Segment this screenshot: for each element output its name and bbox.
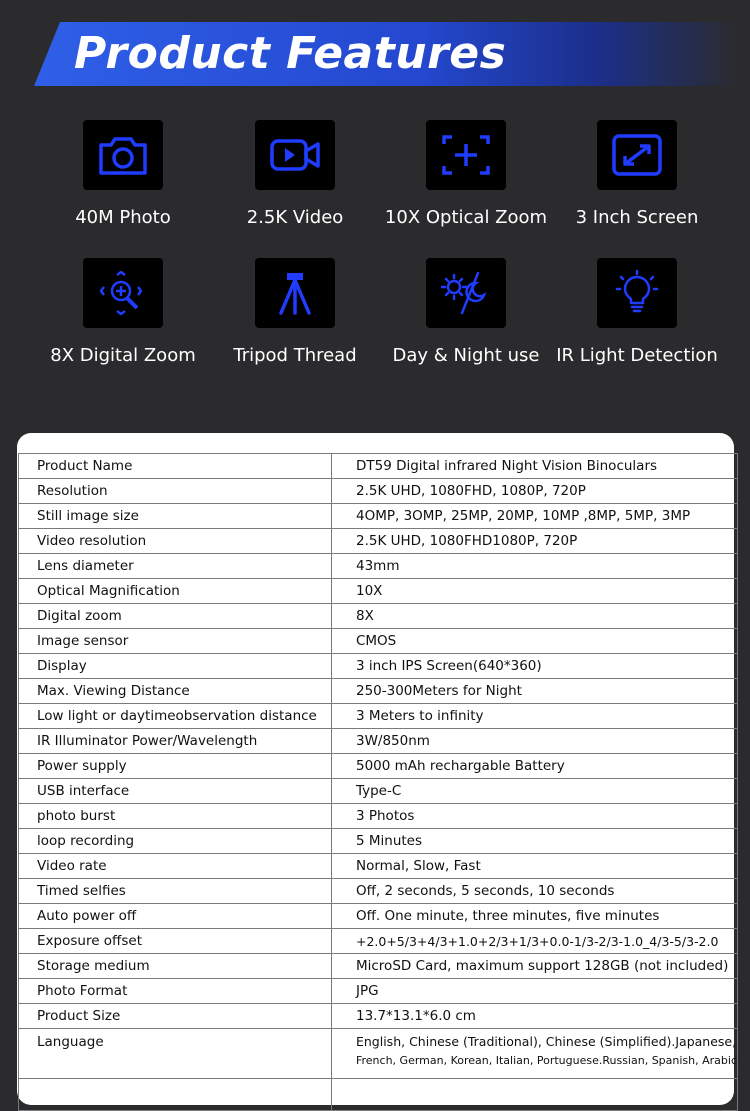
camera-icon <box>83 120 163 190</box>
spec-key: Still image size <box>19 504 332 529</box>
table-row <box>19 654 738 679</box>
magnifier-zoom-icon <box>83 258 163 328</box>
spec-value: 8X <box>331 604 737 629</box>
spec-value: 5000 mAh rechargable Battery <box>331 754 737 779</box>
table-row <box>19 979 738 1004</box>
spec-key: Video rate <box>19 854 332 879</box>
feature-label: Tripod Thread <box>233 345 357 366</box>
spec-key: Resolution <box>19 479 332 504</box>
spec-value: JPG <box>331 979 737 1004</box>
page-title: Product Features <box>74 28 507 79</box>
spec-key: Digital zoom <box>19 604 332 629</box>
spec-key: Exposure offset <box>19 929 332 954</box>
table-row <box>19 579 738 604</box>
feature-ir-light <box>552 258 722 366</box>
spec-key: Product Name <box>19 454 332 479</box>
feature-label: 8X Digital Zoom <box>50 345 196 366</box>
spec-key: loop recording <box>19 829 332 854</box>
table-row <box>19 929 738 954</box>
spec-value: MicroSD Card, maximum support 128GB (not included) <box>331 954 737 979</box>
table-row <box>19 479 738 504</box>
table-row <box>19 679 738 704</box>
feature-day-night <box>381 258 551 366</box>
language-line-2: French, German, Korean, Italian, Portuguese.Russian, Spanish, Arabic <box>355 1054 737 1067</box>
feature-photo <box>38 120 208 228</box>
spec-value: 3 inch IPS Screen(640*360) <box>331 654 737 679</box>
feature-digital-zoom <box>38 258 208 366</box>
table-row <box>19 729 738 754</box>
lightbulb-icon <box>597 258 677 328</box>
crosshair-icon <box>426 120 506 190</box>
table-row <box>19 554 738 579</box>
spec-key: Product Size <box>19 1004 332 1029</box>
sun-moon-icon <box>426 258 506 328</box>
spec-value-empty <box>331 1079 737 1111</box>
spec-value: +2.0+5/3+4/3+1.0+2/3+1/3+0.0-1/3-2/3-1.0_4/3-5/3-2.0 <box>331 929 737 954</box>
feature-screen <box>552 120 722 228</box>
feature-tripod <box>210 258 380 366</box>
spec-key: Low light or daytimeobservation distance <box>19 704 332 729</box>
spec-key: Optical Magnification <box>19 579 332 604</box>
spec-key: Storage medium <box>19 954 332 979</box>
table-row <box>19 954 738 979</box>
table-row <box>19 529 738 554</box>
spec-value: Off, 2 seconds, 5 seconds, 10 seconds <box>331 879 737 904</box>
spec-value: Type-C <box>331 779 737 804</box>
spec-key: USB interface <box>19 779 332 804</box>
spec-key: Timed selfies <box>19 879 332 904</box>
spec-key-empty <box>19 1079 332 1111</box>
table-row <box>19 754 738 779</box>
table-row <box>19 904 738 929</box>
spec-key: photo burst <box>19 804 332 829</box>
feature-label: 2.5K Video <box>246 207 344 228</box>
spec-value: 4OMP, 3OMP, 25MP, 20MP, 10MP ,8MP, 5MP, 3MP <box>331 504 737 529</box>
feature-label: 40M Photo <box>75 207 171 228</box>
spec-value: 43mm <box>331 554 737 579</box>
spec-key: Max. Viewing Distance <box>19 679 332 704</box>
spec-value: Off. One minute, three minutes, five minutes <box>331 904 737 929</box>
spec-value: 13.7*13.1*6.0 cm <box>331 1004 737 1029</box>
video-camera-icon <box>255 120 335 190</box>
table-row <box>19 779 738 804</box>
spec-value-language <box>331 1029 737 1079</box>
table-row <box>19 629 738 654</box>
table-row <box>19 829 738 854</box>
spec-value: 250-300Meters for Night <box>331 679 737 704</box>
feature-video <box>210 120 380 228</box>
spec-key: Video resolution <box>19 529 332 554</box>
spec-value: 2.5K UHD, 1080FHD, 1080P, 720P <box>331 479 737 504</box>
spec-key: Display <box>19 654 332 679</box>
spec-key: Photo Format <box>19 979 332 1004</box>
spec-key: IR Illuminator Power/Wavelength <box>19 729 332 754</box>
table-row <box>19 504 738 529</box>
table-row-language <box>19 1029 738 1079</box>
spec-value: 5 Minutes <box>331 829 737 854</box>
spec-key: Language <box>19 1029 332 1079</box>
feature-label: 3 Inch Screen <box>575 207 699 228</box>
spec-key: Image sensor <box>19 629 332 654</box>
spec-key: Lens diameter <box>19 554 332 579</box>
spec-value: Normal, Slow, Fast <box>331 854 737 879</box>
table-row <box>19 454 738 479</box>
expand-screen-icon <box>597 120 677 190</box>
spec-key: Auto power off <box>19 904 332 929</box>
spec-value: 10X <box>331 579 737 604</box>
spec-value: 3W/850nm <box>331 729 737 754</box>
spec-value: 3 Photos <box>331 804 737 829</box>
table-row <box>19 1004 738 1029</box>
table-row <box>19 879 738 904</box>
table-row <box>19 854 738 879</box>
spec-value: DT59 Digital infrared Night Vision Binoculars <box>331 454 737 479</box>
feature-optical-zoom <box>381 120 551 228</box>
table-row <box>19 804 738 829</box>
feature-label: Day & Night use <box>392 345 540 366</box>
spec-table <box>18 453 738 1111</box>
table-row <box>19 604 738 629</box>
spec-value: CMOS <box>331 629 737 654</box>
spec-key: Power supply <box>19 754 332 779</box>
table-row <box>19 704 738 729</box>
tripod-icon <box>255 258 335 328</box>
spec-value: 2.5K UHD, 1080FHD1080P, 720P <box>331 529 737 554</box>
language-line-1: English, Chinese (Traditional), Chinese (Simplified).Japanese, <box>355 1034 737 1049</box>
spec-value: 3 Meters to infinity <box>331 704 737 729</box>
table-row-empty <box>19 1079 738 1111</box>
feature-label: IR Light Detection <box>556 345 718 366</box>
feature-label: 10X Optical Zoom <box>384 207 548 228</box>
